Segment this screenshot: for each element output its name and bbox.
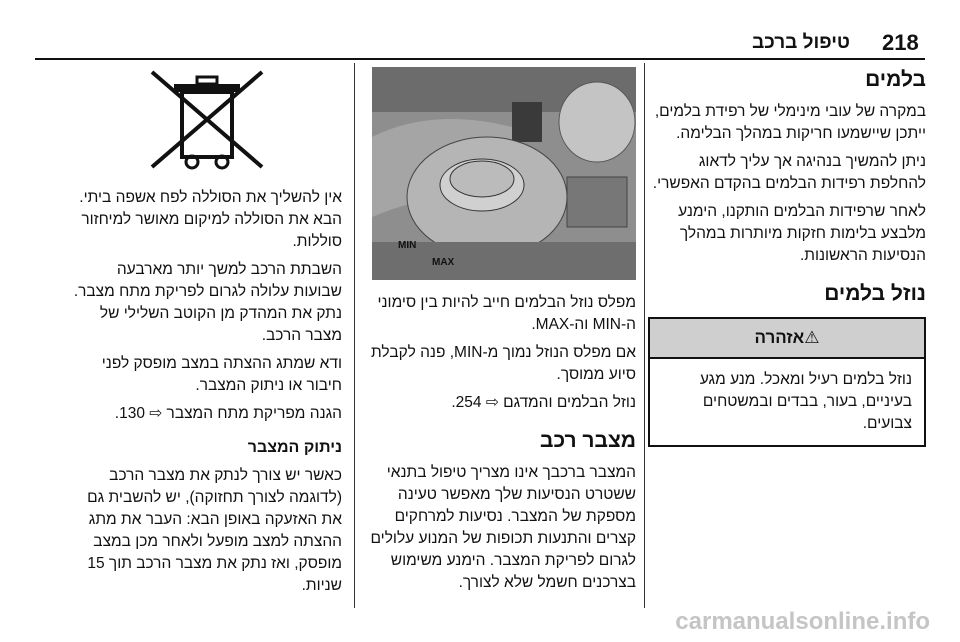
watermark: carmanualsonline.info [675,608,930,635]
min-mark-label: MIN [398,240,417,251]
paragraph: ניתן להמשיך בנהיגה אך עליך לדאוג להחלפת רפידות הבלמים בהקדם האפשרי. [652,153,926,192]
section-title-brakes: בלמים [865,68,926,91]
warning-text: נוזל בלמים רעיל ומאכל. מנע מגע בעיניים, בעור, בבדים ובמשטחים צבועים. [699,371,912,432]
paragraph: ודא שמתג ההצתה במצב מופסק לפני חיבור או ניתוק המצבר. [101,355,342,394]
warning-triangle-icon: ⚠ [804,328,820,347]
paragraph: הגנה מפריקת מתח המצבר ⇨ 130. [114,405,342,422]
section-title-brake-fluid: נוזל בלמים [824,282,926,305]
paragraph: כאשר יש צורך לנתק את מצבר הרכב (לדוגמה לצורך תחזוקה), יש להשבית גם את האזעקה באופן הבא: העבר את מתג ההצתה למצב מופעל ולאחר מכן במצב מופסק, ואז נתק את מצבר הרכב תוך 15 שניות. [87,467,342,594]
paragraph: נוזל הבלמים והמדגם ⇨ 254. [451,394,636,411]
chapter-title: טיפול ברכב [752,32,850,53]
brake-fluid-reservoir-photo [372,67,636,280]
crossed-out-bin-icon [142,67,272,177]
page-number: 218 [882,30,919,55]
warning-box [648,317,926,447]
paragraph: השבתת הרכב למשך יותר מארבעה שבועות עלולה לגרום לפריקת מתח מצבר. נתק את המהדק מן הקוטב השלילי של מצבר הרכב. [73,261,342,344]
column-divider [644,63,645,608]
column-brakes [648,67,926,447]
paragraph: אין להשליך את הסוללה לפח אשפה ביתי. הבא את הסוללה למיקום מאושר למיחזור סוללות. [79,189,342,250]
warning-label: אזהרה [754,328,805,347]
section-title-battery: מצבר רכב [540,429,636,452]
max-mark-label: MAX [432,257,455,268]
paragraph: אם מפלס הנוזל נמוך מ-MIN, פנה לקבלת סיוע ממוסך. [371,344,636,383]
section-title-disconnect: ניתוק המצבר [247,439,342,456]
paragraph: המצבר ברכבך אינו מצריך טיפול בתנאי ששטרט הנסיעות שלך מאפשר טעינה מספקת של המצבר. נסיעות למרחקים קצרים והתנעות תכופות של המנוע עלולים לגרום לפריקת המצבר. הימנע משימוש בצרכנים חשמל שלא לצורך. [370,464,636,591]
header-rule [35,58,925,60]
column-battery [70,67,342,603]
column-divider [354,63,355,608]
paragraph: במקרה של עובי מינימלי של רפידת בלמים, ייתכן שיישמעו חריקות במהלך הבלימה. [654,103,926,142]
warning-header [650,319,924,359]
paragraph: מפלס נוזל הבלמים חייב להיות בין סימוני ה-MIN וה-MAX. [377,294,636,333]
page-header [0,30,960,54]
paragraph: לאחר שרפידות הבלמים הותקנו, הימנע מלבצע בלימות חזקות מיותרות במהלך הנסיעות הראשונות. [678,203,926,264]
column-brake-fluid [366,67,636,600]
